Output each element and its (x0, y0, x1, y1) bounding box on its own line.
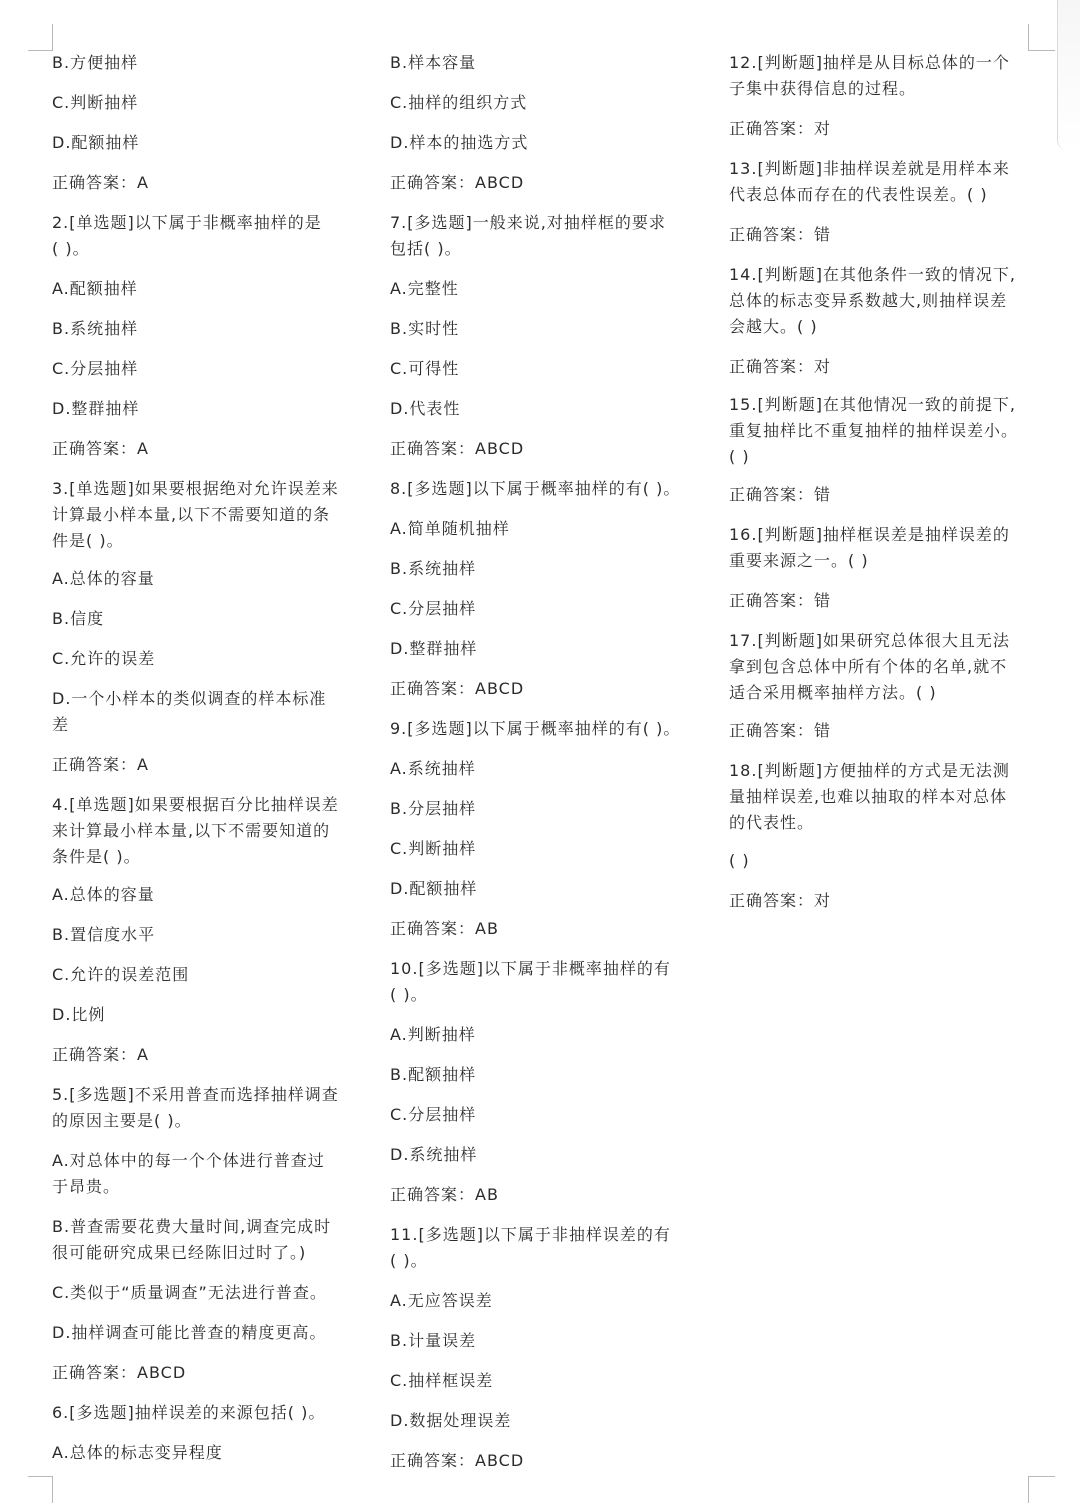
answer-line: 正确答案：ABCD (390, 439, 525, 458)
text-line: C.允许的误差范围 (52, 965, 190, 984)
text-line: C.类似于“质量调查”无法进行普查。 (52, 1283, 327, 1302)
crop-mark-bottom-left (28, 1476, 53, 1503)
answer-line: 正确答案：ABCD (390, 173, 525, 192)
page-edge-shadow (1057, 0, 1080, 150)
text-line: B.配额抽样 (390, 1065, 477, 1084)
answer-line: 正确答案：错 (729, 225, 832, 244)
text-line: C.抽样框误差 (390, 1371, 494, 1390)
crop-mark-bottom-right (1028, 1476, 1055, 1503)
text-line: C.判断抽样 (52, 93, 139, 112)
text-line: B.置信度水平 (52, 925, 156, 944)
text-line: A.无应答误差 (390, 1291, 493, 1310)
text-line: D.配额抽样 (52, 133, 140, 152)
text-line: B.信度 (52, 609, 105, 628)
text-line: B.方便抽样 (52, 53, 139, 72)
text-line: 5.[多选题]不采用普查而选择抽样调查 的原因主要是( )。 (52, 1085, 339, 1130)
text-line: D.样本的抽选方式 (390, 133, 529, 152)
answer-line: 正确答案：A (52, 1045, 149, 1064)
text-line: 9.[多选题]以下属于概率抽样的有( )。 (390, 719, 681, 738)
text-line: D.抽样调查可能比普查的精度更高。 (52, 1323, 327, 1342)
text-line: B.实时性 (390, 319, 460, 338)
text-line: B.样本容量 (390, 53, 477, 72)
text-line: ( ) (729, 851, 750, 870)
text-line: 14.[判断题]在其他条件一致的情况下, 总体的标志变异系数越大,则抽样误差 会越大。( ) (729, 265, 1017, 336)
answer-line: 正确答案：A (52, 173, 149, 192)
text-line: A.总体的容量 (52, 885, 155, 904)
text-line: C.分层抽样 (52, 359, 139, 378)
text-line: D.一个小样本的类似调查的样本标准 差 (52, 689, 327, 734)
text-line: C.可得性 (390, 359, 460, 378)
text-line: A.总体的容量 (52, 569, 155, 588)
text-line: B.分层抽样 (390, 799, 477, 818)
text-line: D.数据处理误差 (390, 1411, 512, 1430)
answer-line: 正确答案：错 (729, 591, 832, 610)
text-line: C.分层抽样 (390, 1105, 477, 1124)
text-line: 15.[判断题]在其他情况一致的前提下, 重复抽样比不重复抽样的抽样误差小。 ( ) (729, 395, 1019, 466)
answer-line: 正确答案：A (52, 439, 149, 458)
text-line: D.整群抽样 (390, 639, 478, 658)
text-line: B.系统抽样 (52, 319, 139, 338)
text-line: 4.[单选题]如果要根据百分比抽样误差 来计算最小样本量,以下不需要知道的 条件是( )。 (52, 795, 339, 866)
text-line: 2.[单选题]以下属于非概率抽样的是 ( )。 (52, 213, 322, 258)
text-line: 8.[多选题]以下属于概率抽样的有( )。 (390, 479, 681, 498)
text-line: C.抽样的组织方式 (390, 93, 528, 112)
text-line: 17.[判断题]如果研究总体很大且无法 拿到包含总体中所有个体的名单,就不 适合采用概率抽样方法。( ) (729, 631, 1010, 702)
answer-line: 正确答案：A (52, 755, 149, 774)
answer-line: 正确答案：AB (390, 919, 499, 938)
answer-line: 正确答案：ABCD (390, 1451, 525, 1470)
text-line: 18.[判断题]方便抽样的方式是无法测 量抽样误差,也难以抽取的样本对总体 的代表性。 (729, 761, 1010, 832)
text-line: B.系统抽样 (390, 559, 477, 578)
text-line: 13.[判断题]非抽样误差就是用样本来 代表总体而存在的代表性误差。( ) (729, 159, 1010, 204)
answer-line: 正确答案：对 (729, 891, 832, 910)
text-line: A.简单随机抽样 (390, 519, 510, 538)
text-line: 11.[多选题]以下属于非抽样误差的有 ( )。 (390, 1225, 671, 1270)
text-line: 16.[判断题]抽样框误差是抽样误差的 重要来源之一。( ) (729, 525, 1010, 570)
text-line: 6.[多选题]抽样误差的来源包括( )。 (52, 1403, 326, 1422)
answer-line: 正确答案：错 (729, 721, 832, 740)
text-line: A.判断抽样 (390, 1025, 476, 1044)
text-line: A.配额抽样 (52, 279, 138, 298)
text-line: 10.[多选题]以下属于非概率抽样的有 ( )。 (390, 959, 671, 1004)
text-line: D.比例 (52, 1005, 106, 1024)
crop-mark-top-left (28, 24, 53, 51)
text-line: D.代表性 (390, 399, 461, 418)
text-line: A.完整性 (390, 279, 459, 298)
answer-line: 正确答案：对 (729, 119, 832, 138)
text-line: 3.[单选题]如果要根据绝对允许误差来 计算最小样本量,以下不需要知道的条 件是( )。 (52, 479, 339, 550)
answer-line: 正确答案：ABCD (52, 1363, 187, 1382)
text-line: B.计量误差 (390, 1331, 477, 1350)
answer-line: 正确答案：对 (729, 357, 832, 376)
answer-line: 正确答案：错 (729, 485, 832, 504)
text-line: C.分层抽样 (390, 599, 477, 618)
text-line: C.判断抽样 (390, 839, 477, 858)
text-line: 7.[多选题]一般来说,对抽样框的要求 包括( )。 (390, 213, 666, 258)
text-line: A.对总体中的每一个个体进行普查过 于昂贵。 (52, 1151, 325, 1196)
text-line: A.系统抽样 (390, 759, 476, 778)
text-line: A.总体的标志变异程度 (52, 1443, 223, 1462)
text-line: B.普查需要花费大量时间,调查完成时 很可能研究成果已经陈旧过时了。) (52, 1217, 332, 1262)
text-line: C.允许的误差 (52, 649, 156, 668)
text-line: D.整群抽样 (52, 399, 140, 418)
crop-mark-top-right (1028, 24, 1055, 51)
text-line: D.配额抽样 (390, 879, 478, 898)
text-line: 12.[判断题]抽样是从目标总体的一个 子集中获得信息的过程。 (729, 53, 1010, 98)
text-line: D.系统抽样 (390, 1145, 478, 1164)
answer-line: 正确答案：ABCD (390, 679, 525, 698)
answer-line: 正确答案：AB (390, 1185, 499, 1204)
